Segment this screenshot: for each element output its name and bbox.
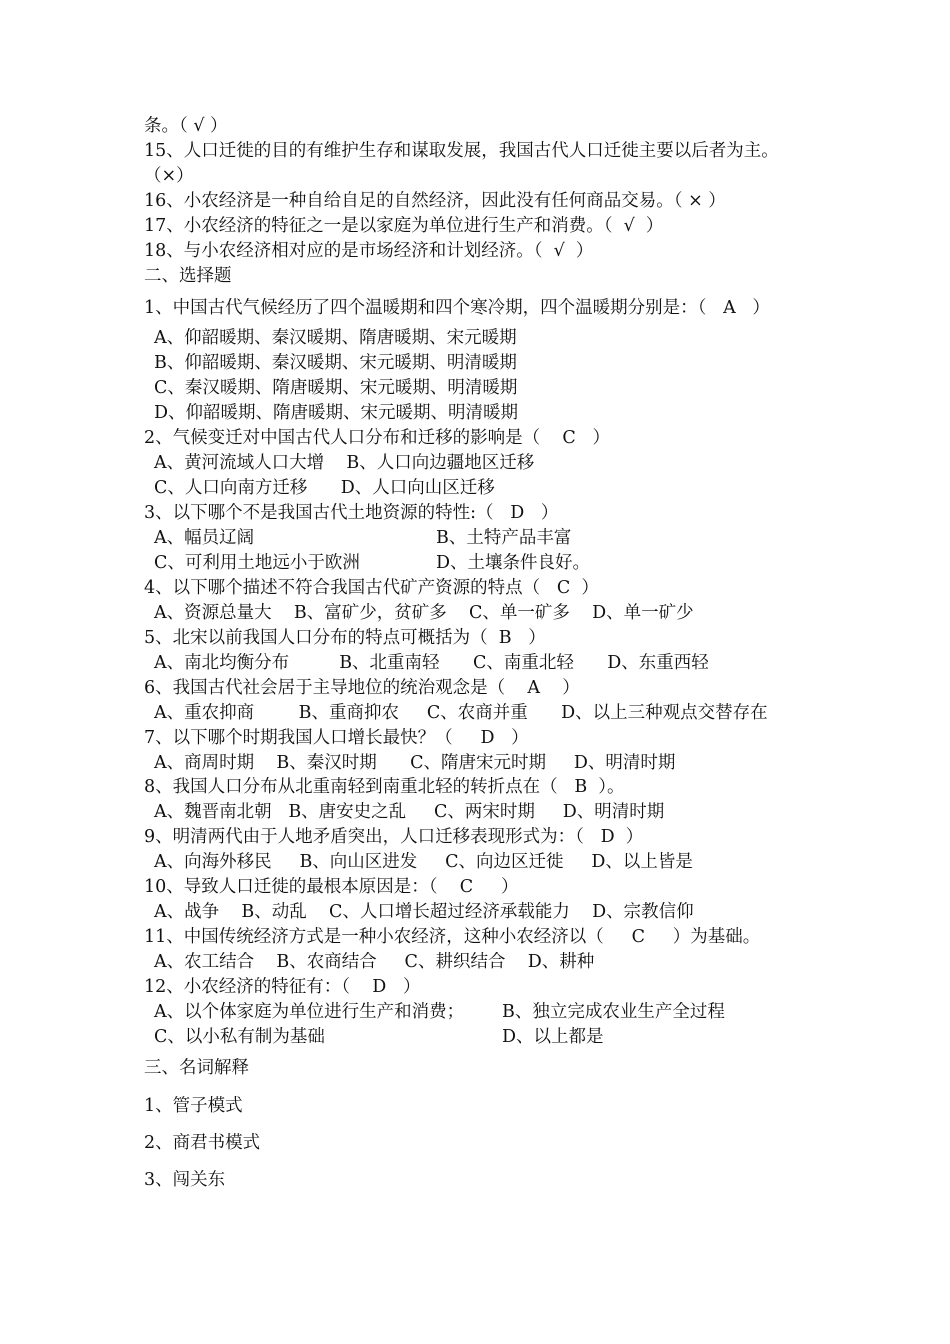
question-10-options: A、战争 B、动乱 C、人口增长超过经济承载能力 D、宗教信仰: [154, 902, 694, 922]
question-12-option-b: B、独立完成农业生产全过程: [502, 1002, 725, 1022]
question-11: 11、中国传统经济方式是一种小农经济，这种小农经济以（ C ）为基础。: [144, 927, 761, 947]
question-5: 5、北宋以前我国人口分布的特点可概括为（ B ）: [144, 628, 546, 648]
question-9: 9、明清两代由于人地矛盾突出，人口迁移表现形式为：（ D ）: [144, 827, 644, 847]
question-3-option-a: A、幅员辽阔: [154, 528, 255, 548]
question-7: 7、以下哪个时期我国人口增长最快？（ D ）: [144, 728, 529, 748]
term-3: 3、闯关东: [144, 1170, 226, 1190]
question-1-option-c: C、秦汉暖期、隋唐暖期、宋元暖期、明清暖期: [154, 378, 518, 398]
question-3-option-d: D、土壤条件良好。: [436, 553, 591, 573]
question-12: 12、小农经济的特征有：（ D ）: [144, 977, 421, 997]
question-5-options: A、南北均衡分布 B、北重南轻 C、南重北轻 D、东重西轻: [154, 653, 709, 673]
judge-item-15: 15、人口迁徙的目的有维护生存和谋取发展，我国古代人口迁徙主要以后者为主。: [144, 141, 779, 161]
question-3-option-c: C、可利用土地远小于欧洲: [154, 553, 360, 573]
question-2: 2、气候变迁对中国古代人口分布和迁移的影响是（ C ）: [144, 428, 610, 448]
judge-item-18: 18、与小农经济相对应的是市场经济和计划经济。（ √ ）: [144, 241, 594, 261]
question-1-option-d: D、仰韶暖期、隋唐暖期、宋元暖期、明清暖期: [154, 403, 519, 423]
question-9-options: A、向海外移民 B、向山区进发 C、向边区迁徙 D、以上皆是: [154, 852, 693, 872]
question-6-options: A、重农抑商 B、重商抑农 C、农商并重 D、以上三种观点交替存在: [154, 703, 768, 723]
question-4: 4、以下哪个描述不符合我国古代矿产资源的特点（ C ）: [144, 578, 599, 598]
question-3-option-b: B、土特产品丰富: [436, 528, 572, 548]
question-11-options: A、农工结合 B、农商结合 C、耕织结合 D、耕种: [154, 952, 595, 972]
judge-item-15-answer: （×）: [144, 166, 194, 186]
question-12-option-d: D、以上都是: [502, 1027, 604, 1047]
question-7-options: A、商周时期 B、秦汉时期 C、隋唐宋元时期 D、明清时期: [154, 753, 676, 773]
judge-item-17: 17、小农经济的特征之一是以家庭为单位进行生产和消费。（ √ ）: [144, 216, 664, 236]
question-12-option-a: A、以个体家庭为单位进行生产和消费；: [154, 1002, 465, 1022]
question-8-options: A、魏晋南北朝 B、唐安史之乱 C、两宋时期 D、明清时期: [154, 802, 665, 822]
question-12-option-c: C、以小私有制为基础: [154, 1027, 325, 1047]
term-2: 2、商君书模式: [144, 1133, 261, 1153]
judge-item-cont: 条。（ √ ）: [144, 116, 228, 136]
question-2-options-ab: A、黄河流域人口大增 B、人口向边疆地区迁移: [154, 453, 535, 473]
section-title-choice: 二、选择题: [144, 266, 232, 286]
question-1: 1、中国古代气候经历了四个温暖期和四个寒冷期，四个温暖期分别是：（ A ）: [144, 298, 770, 318]
judge-item-16: 16、小农经济是一种自给自足的自然经济，因此没有任何商品交易。（ × ）: [144, 191, 726, 211]
term-1: 1、管子模式: [144, 1096, 243, 1116]
question-1-option-b: B、仰韶暖期、秦汉暖期、宋元暖期、明清暖期: [154, 353, 517, 373]
question-2-options-cd: C、人口向南方迁移 D、人口向山区迁移: [154, 478, 495, 498]
question-6: 6、我国古代社会居于主导地位的统治观念是（ A ）: [144, 678, 580, 698]
question-10: 10、导致人口迁徙的最根本原因是：（ C ）: [144, 877, 519, 897]
question-8: 8、我国人口分布从北重南轻到南重北轻的转折点在（ B ）。: [144, 777, 625, 797]
question-4-options: A、资源总量大 B、富矿少，贫矿多 C、单一矿多 D、单一矿少: [154, 603, 694, 623]
question-3: 3、以下哪个不是我国古代土地资源的特性:（ D ）: [144, 503, 559, 523]
question-1-option-a: A、仰韶暖期、秦汉暖期、隋唐暖期、宋元暖期: [154, 328, 517, 348]
section-title-terms: 三、名词解释: [144, 1058, 249, 1078]
